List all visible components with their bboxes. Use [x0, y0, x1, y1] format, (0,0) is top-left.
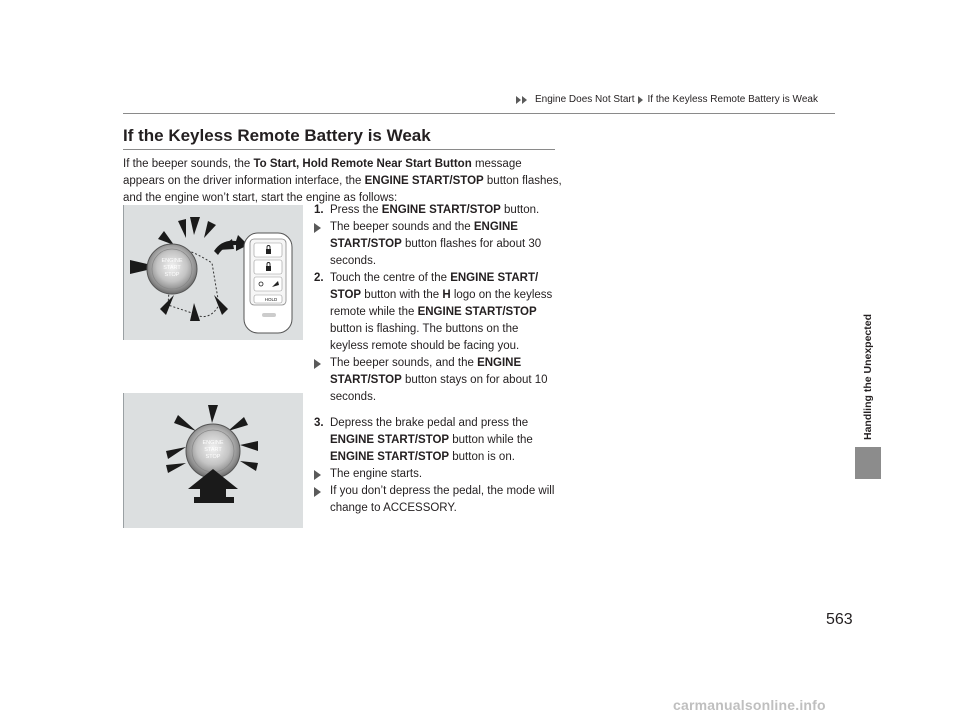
arrow-bullet-icon — [314, 223, 321, 233]
button-name: ENGINE START/STOP — [364, 175, 484, 187]
chapter-side-label: Handling the Unexpected — [862, 313, 874, 440]
step-3-result-2: If you don’t depress the pedal, the mode will change to ACCESSORY. — [312, 483, 557, 517]
step-2: 2. Touch the centre of the ENGINE START/ STOP button with the H logo on the keyless remote while the ENGINE START/STOP button is flashing. The buttons on the keyless remote should be facing you. — [314, 272, 553, 352]
svg-text:START: START — [163, 265, 181, 271]
svg-text:ENGINE: ENGINE — [161, 258, 183, 264]
arrow-bullet-icon — [314, 359, 321, 369]
figure-press-start-button — [123, 393, 303, 528]
step-number: 2. — [314, 272, 324, 284]
procedure-steps — [312, 202, 557, 517]
figure-touch-remote-to-button — [123, 205, 303, 340]
watermark-text: carmanualsonline.info — [673, 697, 826, 713]
chapter-tab-marker — [855, 447, 881, 479]
step-3-result-1: The engine starts. — [312, 466, 557, 483]
illustration-press-button — [124, 393, 303, 528]
keyless-remote-icon — [244, 233, 292, 333]
double-arrow-icon — [516, 96, 521, 104]
section-title: If the Keyless Remote Battery is Weak — [123, 126, 431, 145]
arrow-bullet-icon — [314, 470, 321, 480]
intro-paragraph: If the beeper sounds, the To Start, Hold Remote Near Start Button message appears on the driver information interface, the ENGINE START/STOP button flashes, and the engine won’t start, start the engine as follows: — [123, 158, 562, 204]
press-arrow-icon — [188, 469, 238, 499]
svg-text:HOLD: HOLD — [264, 297, 278, 302]
arrow-bullet-icon — [314, 487, 321, 497]
breadcrumb-item-engine-does-not-start[interactable]: Engine Does Not Start — [535, 94, 635, 105]
step-number: 1. — [314, 204, 324, 216]
breadcrumb-item-current: If the Keyless Remote Battery is Weak — [647, 94, 818, 105]
step-1-result: The beeper sounds and the ENGINE START/STOP button flashes for about 30 seconds. — [312, 219, 557, 270]
title-divider — [123, 149, 555, 150]
step-1: 1. Press the ENGINE START/STOP button. — [312, 202, 557, 219]
message-name: To Start, Hold Remote Near Start Button — [253, 158, 472, 170]
header-divider — [123, 113, 835, 114]
arrow-right-icon — [638, 96, 643, 104]
breadcrumb — [516, 94, 818, 105]
svg-text:START: START — [204, 447, 222, 453]
page-number: 563 — [826, 611, 853, 628]
step-3: 3. Depress the brake pedal and press the ENGINE START/STOP button while the ENGINE START/STOP button is on. — [314, 417, 533, 463]
curved-arrow-icon — [214, 235, 248, 255]
step-2-result: The beeper sounds, and the ENGINE START/STOP button stays on for about 10 seconds. — [312, 355, 557, 406]
svg-text:STOP: STOP — [164, 272, 180, 278]
svg-text:ENGINE: ENGINE — [202, 440, 224, 446]
illustration-button-and-remote — [124, 205, 303, 340]
step-number: 3. — [314, 417, 324, 429]
svg-text:STOP: STOP — [205, 454, 221, 460]
